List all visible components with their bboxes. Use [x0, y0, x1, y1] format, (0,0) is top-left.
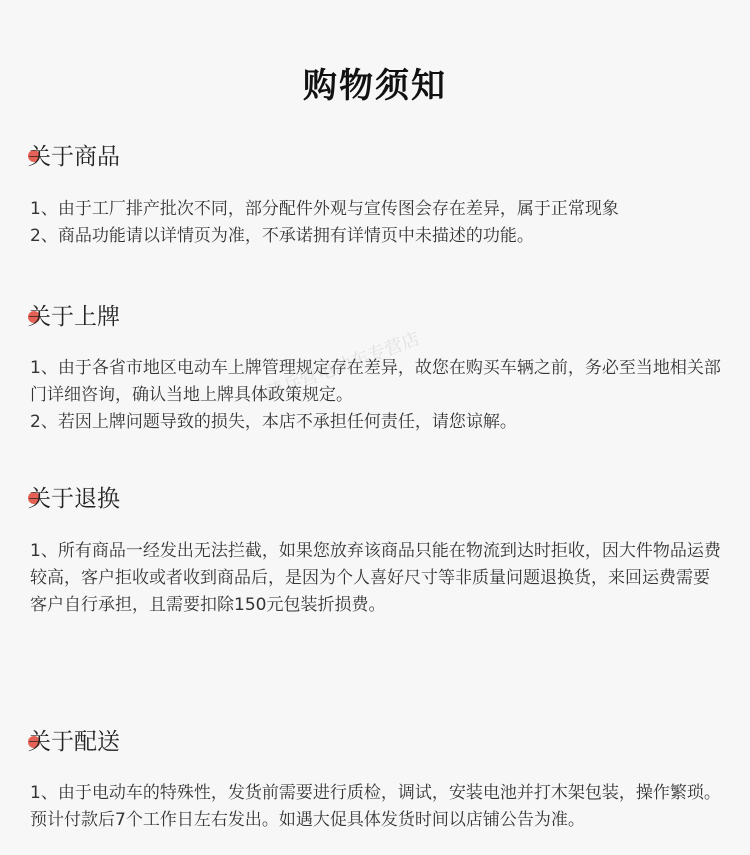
paragraph-line: 1、由于电动车的特殊性，发货前需要进行质检，调试，安装电池并打木架包装，操作繁琐。预计付款后7个工作日左右发出。如遇大促具体发货时间以店铺公告为准。	[30, 783, 721, 830]
paragraph-line: 1、由于工厂排产批次不同，部分配件外观与宣传图会存在差异，属于正常现象	[30, 199, 619, 219]
section-heading-license: 关于上牌	[28, 304, 120, 330]
page-title: 购物须知	[303, 66, 447, 106]
paragraph-line: 2、若因上牌问题导致的损失，本店不承担任何责任，请您谅解。	[30, 412, 517, 432]
watermark: 骑兵营电动车专营店	[263, 328, 423, 404]
section-heading-products: 关于商品	[28, 144, 120, 170]
paragraph-line: 1、由于各省市地区电动车上牌管理规定存在差异，故您在购买车辆之前，务必至当地相关部门详细咨询，确认当地上牌具体政策规定。	[30, 358, 721, 405]
section-body-returns	[30, 538, 726, 619]
paragraph-line: 2、商品功能请以详情页为准，不承诺拥有详情页中未描述的功能。	[30, 226, 534, 246]
section-body-delivery	[30, 780, 726, 834]
section-heading-delivery: 关于配送	[28, 729, 120, 755]
section-body-license	[30, 355, 726, 436]
section-heading-returns: 关于退换	[28, 486, 120, 512]
section-body-products	[30, 196, 726, 250]
paragraph-line: 1、所有商品一经发出无法拦截，如果您放弃该商品只能在物流到达时拒收，因大件物品运费较高，客户拒收或者收到商品后，是因为个人喜好尺寸等非质量问题退换货，来回运费需要客户自行承担，且需要扣除150元包装折损费。	[30, 541, 721, 615]
